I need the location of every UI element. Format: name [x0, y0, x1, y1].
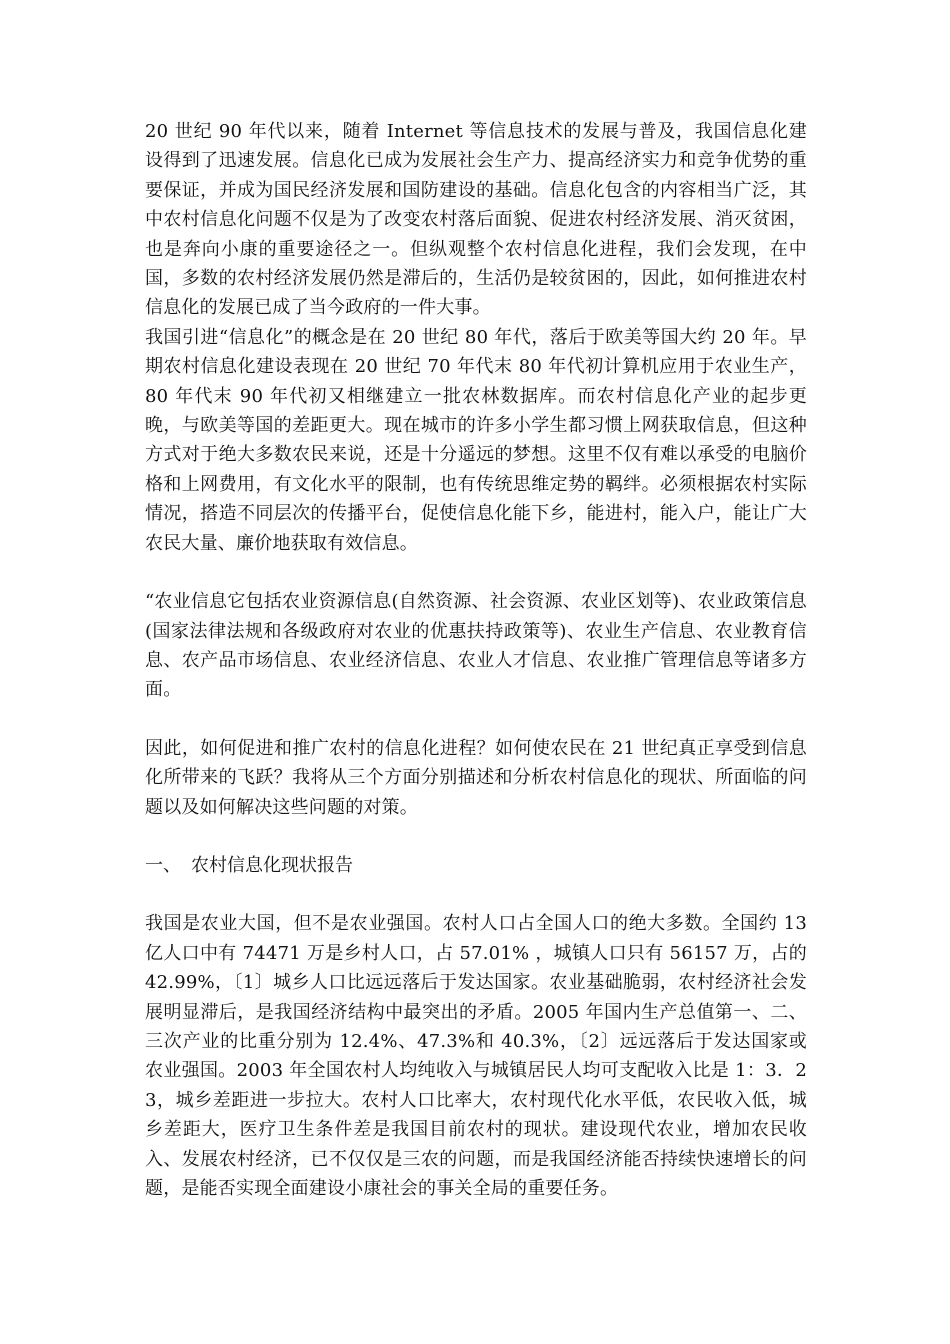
section-heading [145, 851, 807, 880]
section-title: 农村信息化现状报告 [191, 854, 353, 876]
document-page [145, 117, 807, 1203]
section-number: 一、 [145, 854, 181, 876]
paragraph-agri-info: “农业信息它包括农业资源信息(自然资源、社会资源、农业区划等)、农业政策信息(国家法律法规和各级政府对农业的优惠扶持政策等)、农业生产信息、农业教育信息、农产品市场信息、农业经济信息、农业人才信息、农业推广管理信息等诸多方面。 [145, 591, 807, 701]
paragraph-status: 我国是农业大国，但不是农业强国。农村人口占全国人口的绝大多数。全国约 13 亿人口中有 74471 万是乡村人口，占 57.01% ，城镇人口只有 56157 万，占的 42.99%，〔1〕城乡人口比远远落后于发达国家。农业基础脆弱，农村经济社会发展明显滞后，是我国经济结构中最突出的矛盾。2005 年国内生产总值第一、二、三次产业的比重分别为 12.4%、47.3%和 40.3%，〔2〕远远落后于发达国家或农业强国。2003 年全国农村人均纯收入与城镇居民人均可支配收入比是 1：3．23，城乡差距进一步拉大。农村人口比率大，农村现代化水平低，农民收入低，城乡差距大，医疗卫生条件差是我国目前农村的现状。建设现代农业，增加农民收入、发展农村经济，已不仅仅是三农的问题，而是我国经济能否持续快速增长的问题，是能否实现全面建设小康社会的事关全局的重要任务。 [145, 913, 807, 1199]
paragraph-intro: 20 世纪 90 年代以来，随着 Internet 等信息技术的发展与普及，我国信息化建设得到了迅速发展。信息化已成为发展社会生产力、提高经济实力和竞争优势的重要保证，并成为国民经济发展和国防建设的基础。信息化包含的内容相当广泛，其中农村信息化问题不仅是为了改变农村落后面貌、促进农村经济发展、消灭贫困，也是奔向小康的重要途径之一。但纵观整个农村信息化进程，我们会发现，在中国，多数的农村经济发展仍然是滞后的，生活仍是较贫困的，因此，如何推进农村信息化的发展已成了当今政府的一件大事。 [145, 121, 807, 319]
paragraph-history: 我国引进“信息化”的概念是在 20 世纪 80 年代，落后于欧美等国大约 20 年。早期农村信息化建设表现在 20 世纪 70 年代末 80 年代初计算机应用于农业生产，80 年代末 90 年代初又相继建立一批农林数据库。而农村信息化产业的起步更晚，与欧美等国的差距更大。现在城市的许多小学生都习惯上网获取信息，但这种方式对于绝大多数农民来说，还是十分遥远的梦想。这里不仅有难以承受的电脑价格和上网费用，有文化水平的限制，也有传统思维定势的羁绊。必须根据农村实际情况，搭造不同层次的传播平台，促使信息化能下乡，能进村，能入户，能让广大农民大量、廉价地获取有效信息。 [145, 326, 807, 554]
paragraph-questions: 因此，如何促进和推广农村的信息化进程？如何使农民在 21 世纪真正享受到信息化所带来的飞跃？我将从三个方面分别描述和分析农村信息化的现状、所面临的问题以及如何解决这些问题的对策。 [145, 737, 807, 818]
